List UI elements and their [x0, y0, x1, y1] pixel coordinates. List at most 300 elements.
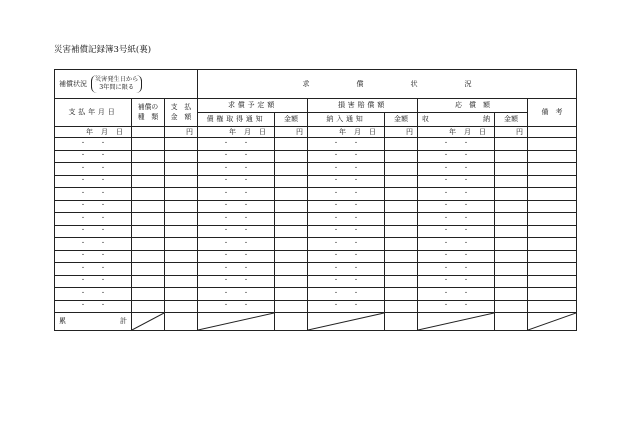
entry-cell[interactable]: [495, 300, 528, 313]
date-separator-dot: ・: [100, 152, 107, 160]
date-dots: [55, 191, 131, 197]
date-dots: [198, 253, 274, 259]
date-cell[interactable]: [308, 213, 385, 226]
date-separator-dot: ・: [100, 277, 107, 285]
entry-cell[interactable]: [275, 200, 308, 213]
date-dots: [198, 228, 274, 234]
date-separator-dot: ・: [353, 177, 360, 185]
date-separator-dot: ・: [353, 202, 360, 210]
date-dots: [308, 278, 384, 284]
date-separator-dot: ・: [442, 202, 449, 210]
date-cell[interactable]: [55, 188, 132, 201]
payment-date-header: 支払年月日: [55, 99, 132, 127]
date-separator-dot: ・: [332, 277, 339, 285]
date-separator-dot: ・: [463, 139, 470, 147]
table-row: [55, 188, 577, 201]
compensation-status-header: [55, 70, 198, 99]
entry-cell[interactable]: [495, 238, 528, 251]
date-separator-dot: ・: [222, 177, 229, 185]
entry-cell[interactable]: [385, 250, 418, 263]
date-cell[interactable]: [198, 213, 275, 226]
date-cell[interactable]: [55, 213, 132, 226]
date-separator-dot: ・: [100, 227, 107, 235]
date-dots: [308, 266, 384, 272]
date-cell[interactable]: [418, 163, 495, 176]
entry-cell[interactable]: [275, 150, 308, 163]
entry-cell[interactable]: [165, 263, 198, 276]
total-label-text: [55, 318, 131, 325]
entry-cell[interactable]: [165, 250, 198, 263]
table-row: [55, 288, 577, 301]
entry-cell[interactable]: [528, 200, 577, 213]
date-cell[interactable]: [418, 150, 495, 163]
date-separator-dot: ・: [243, 227, 250, 235]
payment-amount-line1: 支 払: [170, 103, 192, 112]
date-separator-dot: ・: [79, 277, 86, 285]
date-separator-dot: ・: [463, 202, 470, 210]
date-separator-dot: ・: [222, 264, 229, 272]
date-dots: [198, 178, 274, 184]
date-separator-dot: ・: [353, 227, 360, 235]
date-cell[interactable]: [418, 263, 495, 276]
date-cell[interactable]: [198, 150, 275, 163]
unit-month: 月: [101, 127, 108, 136]
entry-cell[interactable]: [165, 200, 198, 213]
entry-cell[interactable]: [132, 263, 165, 276]
entry-cell[interactable]: [495, 225, 528, 238]
date-dots: [418, 241, 494, 247]
date-dots: [198, 278, 274, 284]
date-separator-dot: ・: [243, 289, 250, 297]
date-separator-dot: ・: [332, 139, 339, 147]
date-separator-dot: ・: [100, 177, 107, 185]
entry-cell[interactable]: [528, 225, 577, 238]
date-cell[interactable]: [198, 225, 275, 238]
date-dots: [418, 253, 494, 259]
date-separator-dot: ・: [332, 177, 339, 185]
entry-cell[interactable]: [165, 225, 198, 238]
date-cell[interactable]: [418, 275, 495, 288]
date-separator-dot: ・: [79, 177, 86, 185]
date-separator-dot: ・: [79, 289, 86, 297]
response-amount-header: 応 償 額: [418, 99, 528, 113]
table-row: [55, 138, 577, 151]
entry-cell[interactable]: [275, 225, 308, 238]
entry-cell[interactable]: [165, 288, 198, 301]
date-dots: [198, 291, 274, 297]
entry-cell[interactable]: [528, 150, 577, 163]
unit-day: 日: [369, 127, 376, 136]
entry-cell[interactable]: [132, 188, 165, 201]
date-separator-dot: ・: [100, 164, 107, 172]
total-label-right: 計: [120, 317, 127, 325]
date-separator-dot: ・: [100, 252, 107, 260]
receipt-left: 収: [422, 115, 429, 123]
entry-cell[interactable]: [165, 275, 198, 288]
remarks-header: 備 考: [528, 99, 577, 127]
date-separator-dot: ・: [332, 152, 339, 160]
date-separator-dot: ・: [332, 202, 339, 210]
entry-cell[interactable]: [132, 175, 165, 188]
entry-cell[interactable]: [528, 188, 577, 201]
unit-month: 月: [354, 127, 361, 136]
date-cell[interactable]: [55, 275, 132, 288]
date-cell[interactable]: [55, 300, 132, 313]
crossed-out-cell: [132, 313, 165, 331]
date-separator-dot: ・: [100, 214, 107, 222]
entry-cell[interactable]: [132, 288, 165, 301]
date-dots: [55, 203, 131, 209]
date-separator-dot: ・: [442, 252, 449, 260]
date-dots: [308, 216, 384, 222]
entry-cell[interactable]: [385, 150, 418, 163]
date-dots: [55, 266, 131, 272]
date-separator-dot: ・: [79, 302, 86, 310]
date-dots: [418, 166, 494, 172]
entry-cell[interactable]: [275, 163, 308, 176]
entry-cell[interactable]: [275, 213, 308, 226]
entry-cell[interactable]: [528, 263, 577, 276]
date-separator-dot: ・: [100, 202, 107, 210]
date-separator-dot: ・: [332, 214, 339, 222]
total-amount-cell[interactable]: [165, 313, 198, 331]
date-dots: [198, 166, 274, 172]
date-cell[interactable]: [308, 250, 385, 263]
unit-yen: 円: [495, 127, 528, 138]
date-cell[interactable]: [55, 238, 132, 251]
date-cell[interactable]: [308, 188, 385, 201]
date-dots: [198, 241, 274, 247]
entry-cell[interactable]: [495, 288, 528, 301]
date-separator-dot: ・: [100, 289, 107, 297]
entry-cell[interactable]: [528, 238, 577, 251]
date-cell[interactable]: [55, 288, 132, 301]
crossed-out-cell: [308, 313, 385, 331]
date-separator-dot: ・: [79, 239, 86, 247]
entry-cell[interactable]: [385, 238, 418, 251]
entry-cell[interactable]: [275, 263, 308, 276]
unit-year: 年: [229, 127, 236, 136]
date-cell[interactable]: [418, 175, 495, 188]
date-cell[interactable]: [418, 288, 495, 301]
entry-cell[interactable]: [132, 138, 165, 151]
date-cell[interactable]: [308, 225, 385, 238]
entry-cell[interactable]: [132, 163, 165, 176]
entry-cell[interactable]: [275, 175, 308, 188]
entry-cell[interactable]: [275, 250, 308, 263]
date-cell[interactable]: [308, 150, 385, 163]
date-dots: [55, 228, 131, 234]
entry-cell[interactable]: [495, 275, 528, 288]
date-separator-dot: ・: [442, 139, 449, 147]
entry-cell[interactable]: [132, 250, 165, 263]
date-separator-dot: ・: [353, 277, 360, 285]
date-cell[interactable]: [198, 175, 275, 188]
crossed-out-cell: [528, 313, 577, 331]
date-separator-dot: ・: [222, 139, 229, 147]
date-cell[interactable]: [418, 300, 495, 313]
receipt-header: [418, 113, 495, 127]
entry-cell[interactable]: [528, 213, 577, 226]
date-cell[interactable]: [55, 138, 132, 151]
entry-cell[interactable]: [165, 150, 198, 163]
entry-cell[interactable]: [495, 138, 528, 151]
date-separator-dot: ・: [463, 302, 470, 310]
response-amount-amount-header: 金額: [495, 113, 528, 127]
date-separator-dot: ・: [79, 189, 86, 197]
entry-cell[interactable]: [132, 213, 165, 226]
date-cell[interactable]: [308, 300, 385, 313]
table-row: [55, 238, 577, 251]
entry-cell[interactable]: [495, 263, 528, 276]
date-separator-dot: ・: [100, 189, 107, 197]
date-cell[interactable]: [198, 188, 275, 201]
table-row: [55, 150, 577, 163]
entry-cell[interactable]: [132, 150, 165, 163]
entry-cell[interactable]: [165, 300, 198, 313]
date-dots: [308, 291, 384, 297]
entry-cell[interactable]: [495, 175, 528, 188]
entry-cell[interactable]: [165, 175, 198, 188]
date-dots: [308, 253, 384, 259]
date-separator-dot: ・: [222, 302, 229, 310]
date-cell[interactable]: [308, 263, 385, 276]
entry-cell[interactable]: [165, 238, 198, 251]
entry-cell[interactable]: [385, 138, 418, 151]
date-dots: [308, 241, 384, 247]
date-separator-dot: ・: [463, 227, 470, 235]
date-separator-dot: ・: [332, 289, 339, 297]
date-cell[interactable]: [55, 175, 132, 188]
table-row: [55, 300, 577, 313]
date-cell[interactable]: [198, 263, 275, 276]
table-row: [55, 263, 577, 276]
entry-cell[interactable]: [165, 138, 198, 151]
date-dots: [55, 303, 131, 309]
date-dots: [198, 216, 274, 222]
entry-cell[interactable]: [275, 288, 308, 301]
date-separator-dot: ・: [243, 252, 250, 260]
entry-cell[interactable]: [275, 188, 308, 201]
date-cell[interactable]: [198, 238, 275, 251]
date-separator-dot: ・: [353, 164, 360, 172]
date-cell[interactable]: [198, 275, 275, 288]
date-cell[interactable]: [308, 238, 385, 251]
date-dots: [55, 216, 131, 222]
entry-cell[interactable]: [495, 188, 528, 201]
date-separator-dot: ・: [442, 164, 449, 172]
date-separator-dot: ・: [222, 152, 229, 160]
date-separator-dot: ・: [463, 177, 470, 185]
entry-cell[interactable]: [495, 213, 528, 226]
date-cell[interactable]: [418, 238, 495, 251]
date-cell[interactable]: [198, 138, 275, 151]
date-cell[interactable]: [418, 250, 495, 263]
date-dots: [55, 153, 131, 159]
date-separator-dot: ・: [332, 302, 339, 310]
entry-cell[interactable]: [132, 200, 165, 213]
unit-empty: [132, 127, 165, 138]
compensation-type-line2: 種 類: [137, 112, 159, 121]
diagonal-slash: [308, 313, 384, 330]
date-cell[interactable]: [308, 175, 385, 188]
date-cell[interactable]: [55, 263, 132, 276]
date-dots: [418, 291, 494, 297]
date-dots: [198, 141, 274, 147]
date-separator-dot: ・: [222, 252, 229, 260]
date-dots: [55, 178, 131, 184]
entry-cell[interactable]: [385, 275, 418, 288]
date-cell[interactable]: [55, 225, 132, 238]
date-dots: [418, 216, 494, 222]
date-cell[interactable]: [55, 163, 132, 176]
entry-cell[interactable]: [385, 225, 418, 238]
date-separator-dot: ・: [463, 239, 470, 247]
date-separator-dot: ・: [353, 252, 360, 260]
date-separator-dot: ・: [243, 164, 250, 172]
table-row: [55, 275, 577, 288]
planned-amount-header: 金額: [275, 113, 308, 127]
entry-cell[interactable]: [495, 163, 528, 176]
entry-cell[interactable]: [528, 163, 577, 176]
date-separator-dot: ・: [463, 264, 470, 272]
unit-year: 年: [339, 127, 346, 136]
entry-cell[interactable]: [165, 163, 198, 176]
status-note-line2: 3年間に限る: [99, 84, 135, 91]
entry-cell[interactable]: [528, 300, 577, 313]
date-cell[interactable]: [198, 250, 275, 263]
crossed-out-cell: [418, 313, 495, 331]
date-cell[interactable]: [198, 163, 275, 176]
entry-cell[interactable]: [495, 200, 528, 213]
unit-yen: 円: [165, 127, 198, 138]
entry-cell[interactable]: [528, 250, 577, 263]
date-cell[interactable]: [308, 200, 385, 213]
status-note-line1: 災害発生日から: [95, 76, 139, 84]
entry-cell[interactable]: [385, 200, 418, 213]
units-row: [55, 127, 577, 138]
unit-date-1: [55, 127, 132, 138]
date-separator-dot: ・: [222, 202, 229, 210]
entry-cell[interactable]: [275, 275, 308, 288]
date-cell[interactable]: [308, 288, 385, 301]
date-cell[interactable]: [55, 200, 132, 213]
entry-cell[interactable]: [385, 175, 418, 188]
date-cell[interactable]: [418, 225, 495, 238]
date-cell[interactable]: [418, 188, 495, 201]
entry-cell[interactable]: [385, 188, 418, 201]
claim-rights-notice-header: 債権取得通知: [198, 113, 275, 127]
entry-cell[interactable]: [528, 138, 577, 151]
entry-cell[interactable]: [132, 225, 165, 238]
unit-yen: 円: [385, 127, 418, 138]
date-cell[interactable]: [55, 150, 132, 163]
date-cell[interactable]: [55, 250, 132, 263]
total-amount-cell[interactable]: [385, 313, 418, 331]
date-separator-dot: ・: [222, 227, 229, 235]
date-cell[interactable]: [198, 200, 275, 213]
entry-cell[interactable]: [132, 275, 165, 288]
date-separator-dot: ・: [353, 302, 360, 310]
date-cell[interactable]: [198, 288, 275, 301]
date-separator-dot: ・: [353, 214, 360, 222]
entry-cell[interactable]: [165, 188, 198, 201]
compensation-record-table: [54, 69, 576, 347]
date-separator-dot: ・: [222, 239, 229, 247]
unit-empty: [528, 127, 577, 138]
entry-cell[interactable]: [385, 263, 418, 276]
date-separator-dot: ・: [442, 177, 449, 185]
date-dots: [418, 191, 494, 197]
date-dots: [198, 203, 274, 209]
date-cell[interactable]: [308, 163, 385, 176]
total-amount-cell[interactable]: [275, 313, 308, 331]
date-dots: [418, 303, 494, 309]
date-dots: [198, 191, 274, 197]
entry-cell[interactable]: [132, 238, 165, 251]
date-separator-dot: ・: [79, 164, 86, 172]
entry-cell[interactable]: [165, 213, 198, 226]
date-dots: [418, 178, 494, 184]
date-dots: [198, 303, 274, 309]
entry-cell[interactable]: [132, 300, 165, 313]
entry-cell[interactable]: [385, 300, 418, 313]
entry-cell[interactable]: [275, 138, 308, 151]
date-separator-dot: ・: [442, 227, 449, 235]
date-cell[interactable]: [308, 138, 385, 151]
entry-cell[interactable]: [495, 250, 528, 263]
date-dots: [418, 278, 494, 284]
date-dots: [418, 228, 494, 234]
entry-cell[interactable]: [275, 300, 308, 313]
status-label: 補償状況: [59, 79, 87, 88]
date-separator-dot: ・: [243, 152, 250, 160]
payment-amount-header: [165, 99, 198, 127]
entry-cell[interactable]: [528, 275, 577, 288]
date-separator-dot: ・: [442, 152, 449, 160]
compensation-type-line1: 補償の: [137, 103, 159, 112]
entry-cell[interactable]: [385, 163, 418, 176]
date-separator-dot: ・: [243, 239, 250, 247]
entry-cell[interactable]: [528, 175, 577, 188]
entry-cell[interactable]: [385, 213, 418, 226]
entry-cell[interactable]: [495, 150, 528, 163]
entry-cell[interactable]: [528, 288, 577, 301]
table-row: [55, 225, 577, 238]
date-separator-dot: ・: [353, 152, 360, 160]
date-dots: [308, 153, 384, 159]
entry-cell[interactable]: [385, 288, 418, 301]
date-cell[interactable]: [308, 275, 385, 288]
date-cell[interactable]: [418, 213, 495, 226]
date-cell[interactable]: [198, 300, 275, 313]
total-amount-cell[interactable]: [495, 313, 528, 331]
unit-day: 日: [259, 127, 266, 136]
date-separator-dot: ・: [243, 214, 250, 222]
table-row: [55, 175, 577, 188]
unit-month: 月: [464, 127, 471, 136]
planned-claim-header: 求償予定額: [198, 99, 308, 113]
entry-cell[interactable]: [275, 238, 308, 251]
total-label: [55, 313, 132, 331]
date-cell[interactable]: [418, 200, 495, 213]
date-dots: [308, 191, 384, 197]
date-separator-dot: ・: [100, 302, 107, 310]
date-separator-dot: ・: [222, 214, 229, 222]
date-separator-dot: ・: [100, 264, 107, 272]
date-cell[interactable]: [418, 138, 495, 151]
total-label-left: 累: [59, 317, 66, 325]
